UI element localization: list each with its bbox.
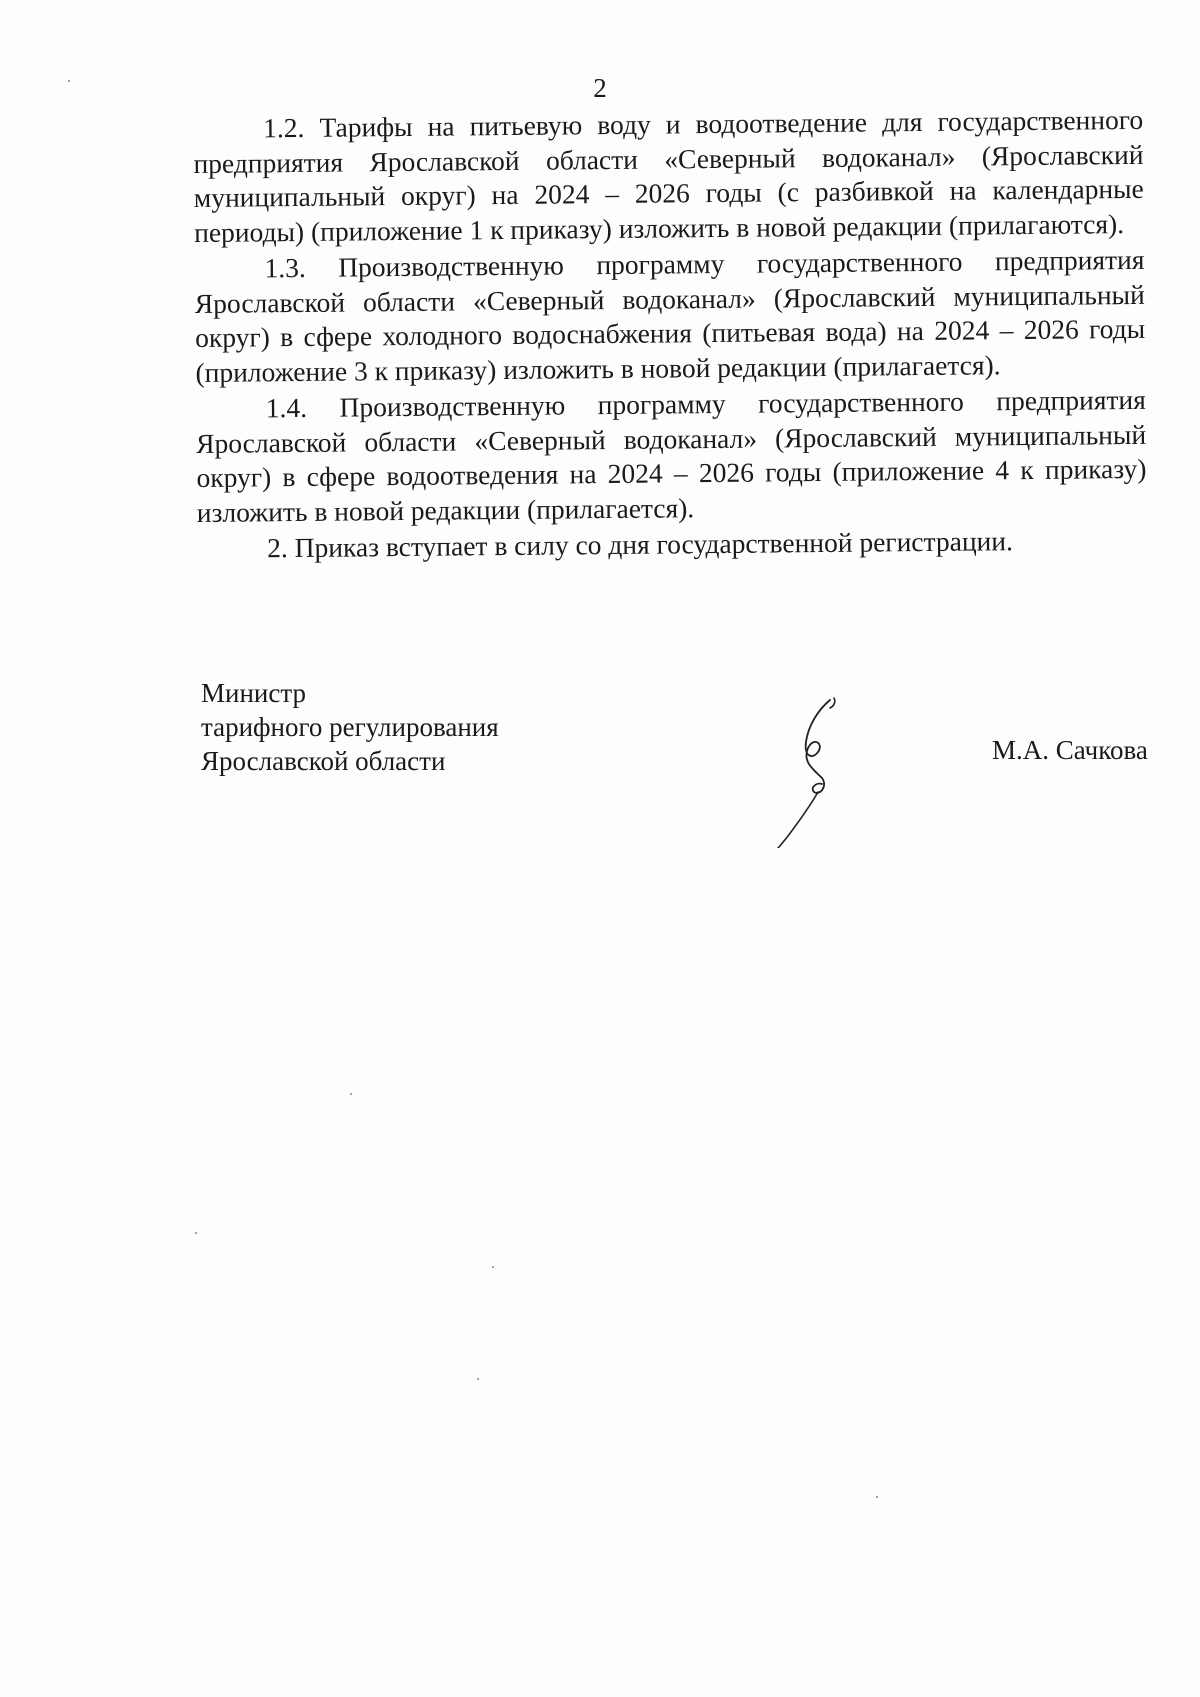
handwritten-signature bbox=[770, 696, 880, 848]
scan-speck bbox=[195, 1232, 197, 1234]
scan-speck bbox=[68, 80, 70, 82]
signatory-title-line: тарифного регулирования bbox=[201, 712, 499, 742]
signatory-title-line: Ярославской области bbox=[201, 746, 446, 776]
scan-speck bbox=[492, 1266, 494, 1268]
document-body bbox=[193, 103, 1147, 569]
page-number: 2 bbox=[593, 73, 607, 103]
signatory-title bbox=[201, 676, 499, 778]
paragraph-2: 2. Приказ вступает в силу со дня государственной регистрации. bbox=[267, 525, 1014, 564]
signatory-title-line: Министр bbox=[201, 678, 306, 708]
paragraph-1-3: 1.3. Производственную программу государственного предприятия Ярославской области «Северный водоканал» (Ярославский муниципальный округ) в сфере холодного водоснабжения (питьевая вода) на 2024 – 2026 годы (приложение 3 к приказу) изложить в новой редакции (прилагается). bbox=[194, 243, 1146, 388]
scan-speck bbox=[477, 1378, 479, 1380]
signatory-name: М.А. Сачкова bbox=[992, 735, 1148, 765]
paragraph-1-2: 1.2. Тарифы на питьевую воду и водоотведение для государственного предприятия Ярославской области «Северный водоканал» (Ярославский муниципальный округ) на 2024 – 2026 годы (с разбивкой на календарные периоды) (приложение 1 к приказу) изложить в новой редакции (прилагаются). bbox=[193, 103, 1144, 248]
scan-speck bbox=[876, 1496, 878, 1498]
paragraph-1-4: 1.4. Производственную программу государственного предприятия Ярославской области «Северный водоканал» (Ярославский муниципальный округ) в сфере водоотведения на 2024 – 2026 годы (приложение 4 к приказу) изложить в новой редакции (прилагается). bbox=[196, 383, 1147, 528]
scan-speck bbox=[350, 1093, 352, 1095]
